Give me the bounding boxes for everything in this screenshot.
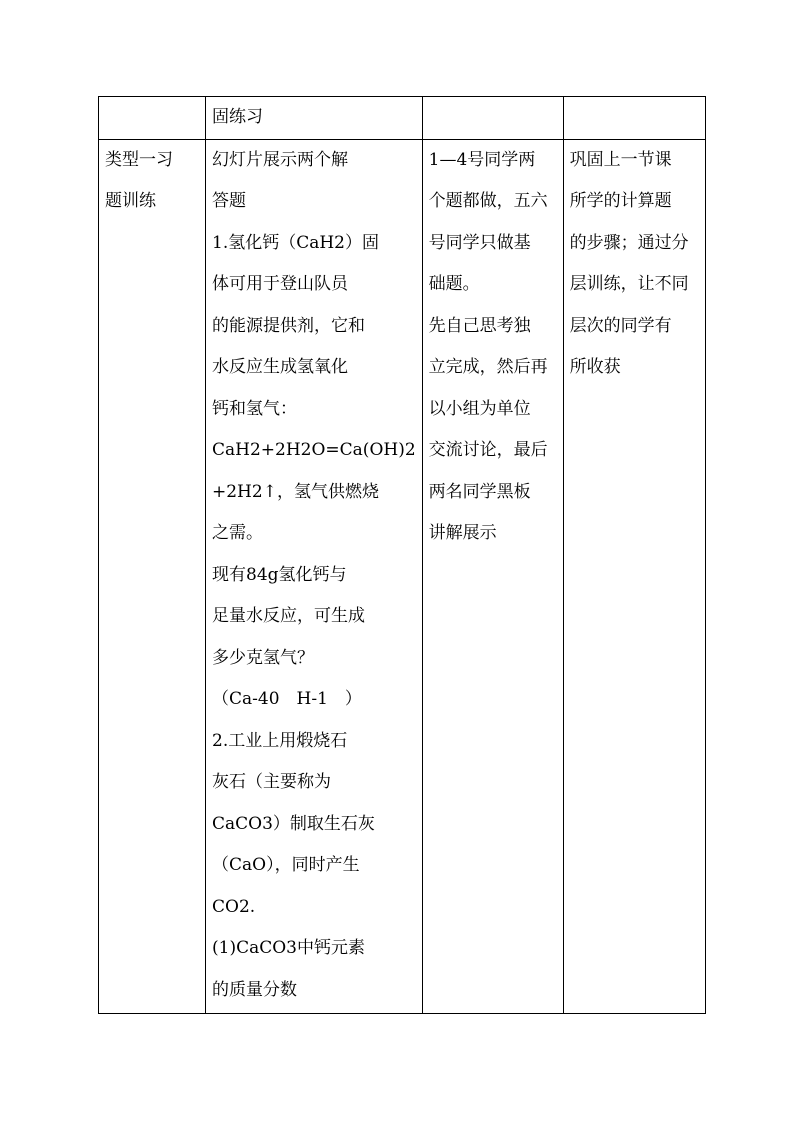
intent-line: 巩固上一节课: [569, 149, 672, 170]
intent-line: 层训练，让不同: [569, 274, 689, 294]
content-line: CaH2+2H2O=Ca(OH)2: [212, 440, 416, 460]
content-line: 答题: [212, 191, 246, 211]
cell-student-activity: [422, 139, 563, 1013]
table-row-exercise: [99, 139, 706, 1013]
intent-line: 层次的同学有: [569, 315, 672, 336]
cell-text: 固练习: [212, 107, 263, 127]
content-line: 幻灯片展示两个解: [212, 149, 348, 170]
content-line: 多少克氢气？: [212, 647, 314, 668]
intent-line: 的步骤；通过分: [569, 232, 689, 253]
stage-line: 题训练: [105, 191, 156, 211]
content-line: CaCO3）制取生石灰: [212, 813, 375, 834]
content-line: CO2.: [212, 896, 256, 917]
lesson-plan-table: [98, 96, 706, 1014]
content-line: 足量水反应，可生成: [212, 606, 365, 626]
activity-line: 先自己思考独: [428, 315, 531, 336]
content-line: 2.工业上用煅烧石: [212, 730, 348, 751]
activity-line: 号同学只做基: [428, 232, 531, 253]
content-line: 之需。: [212, 523, 263, 543]
activity-line: 础题。: [428, 274, 480, 294]
intent-line: 所学的计算题: [569, 191, 672, 211]
activity-line: 个题都做，五六: [428, 191, 548, 211]
intent-line: 所收获: [569, 357, 621, 377]
content-line: 现有84g氢化钙与: [212, 564, 347, 585]
cell-content-continuation: [206, 97, 423, 140]
cell-student-activity-empty: [422, 97, 563, 140]
cell-design-intent-empty: [563, 97, 705, 140]
activity-line: 两名同学黑板: [428, 481, 531, 502]
content-line: 水反应生成氢氧化: [212, 357, 348, 377]
content-line: （Ca-40 H-1 ）: [212, 689, 362, 709]
content-line: (1)CaCO3中钙元素: [212, 938, 365, 958]
activity-line: 讲解展示: [428, 523, 497, 543]
content-line: （CaO），同时产生: [212, 855, 360, 875]
cell-teacher-activity: [206, 139, 423, 1013]
cell-stage: [99, 139, 206, 1013]
content-line: 灰石（主要称为: [212, 772, 331, 792]
activity-line: 1—4号同学两: [428, 149, 536, 170]
content-line: 的能源提供剂，它和: [212, 315, 365, 336]
content-line: 的质量分数: [212, 979, 297, 1000]
activity-line: 立完成，然后再: [428, 357, 548, 377]
cell-stage-empty: [99, 97, 206, 140]
activity-line: 以小组为单位: [428, 398, 531, 419]
content-line: +2H2↑，氢气供燃烧: [212, 481, 379, 502]
content-line: 1.氢化钙（CaH2）固: [212, 232, 380, 253]
cell-design-intent: [563, 139, 705, 1013]
table-row-continuation: [99, 97, 706, 140]
content-line: 钙和氢气：: [212, 398, 297, 419]
stage-line: 类型一习: [105, 149, 173, 170]
content-line: 体可用于登山队员: [212, 274, 348, 294]
activity-line: 交流讨论，最后: [428, 440, 548, 460]
